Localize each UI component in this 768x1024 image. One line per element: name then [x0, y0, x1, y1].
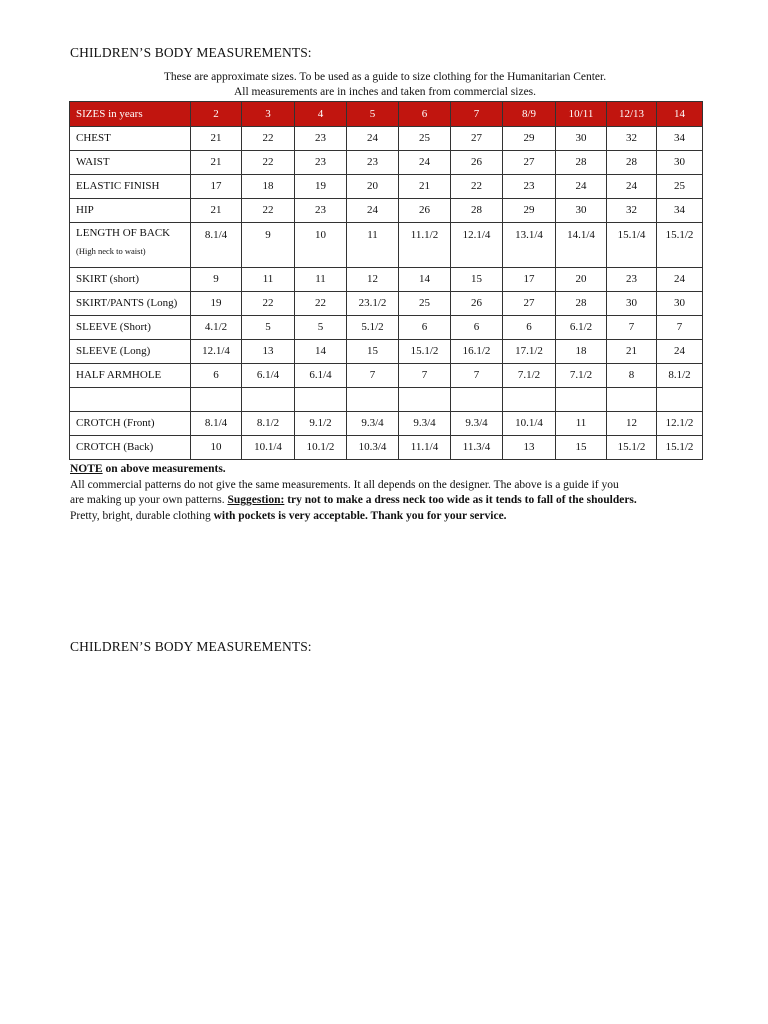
- table-row: [70, 436, 703, 460]
- measurement-value-cell: 13.1/4: [503, 223, 556, 268]
- measurement-label-cell: [70, 127, 191, 151]
- measurement-value-cell: 4.1/2: [191, 316, 242, 340]
- measurement-value-cell: 24: [399, 151, 451, 175]
- measurement-value-cell: 26: [451, 151, 503, 175]
- table-row: [70, 175, 703, 199]
- size-header-cell: 8/9: [503, 102, 556, 127]
- measurement-value-cell: 21: [607, 340, 657, 364]
- measurement-value-cell: 23: [503, 175, 556, 199]
- size-header-cell: 4: [295, 102, 347, 127]
- measurement-label: CHEST: [76, 132, 111, 144]
- measurement-value-cell: 8.1/2: [242, 412, 295, 436]
- measurement-value-cell: 6.1/2: [556, 316, 607, 340]
- measurement-value-cell: [242, 388, 295, 412]
- size-header-cell: 7: [451, 102, 503, 127]
- measurement-value-cell: 10.3/4: [347, 436, 399, 460]
- note-thanks-text: with pockets is very acceptable. Thank you for your service.: [213, 509, 507, 522]
- measurement-value-cell: 5: [295, 316, 347, 340]
- measurement-value-cell: 29: [503, 127, 556, 151]
- measurement-value-cell: 28: [607, 151, 657, 175]
- measurement-value-cell: 22: [242, 127, 295, 151]
- measurement-value-cell: [556, 388, 607, 412]
- measurement-value-cell: 15: [556, 436, 607, 460]
- measurement-value-cell: 27: [451, 127, 503, 151]
- measurement-value-cell: 28: [451, 199, 503, 223]
- measurement-value-cell: 27: [503, 151, 556, 175]
- measurement-value-cell: 22: [242, 199, 295, 223]
- note-line-4: [70, 509, 710, 525]
- measurement-value-cell: 9.3/4: [399, 412, 451, 436]
- measurement-label: HALF ARMHOLE: [76, 369, 162, 381]
- size-header-cell: 2: [191, 102, 242, 127]
- suggestion-text: try not to make a dress neck too wide as it tends to fall of the shoulders.: [284, 494, 637, 506]
- measurement-value-cell: [607, 388, 657, 412]
- measurement-label: SKIRT (short): [76, 273, 139, 285]
- measurement-value-cell: 7: [657, 316, 703, 340]
- measurement-value-cell: 26: [451, 292, 503, 316]
- measurement-value-cell: [451, 388, 503, 412]
- measurement-value-cell: 12: [347, 268, 399, 292]
- measurement-value-cell: 6.1/4: [295, 364, 347, 388]
- size-header-cell: 6: [399, 102, 451, 127]
- measurement-label-cell: [70, 436, 191, 460]
- measurement-value-cell: 15: [451, 268, 503, 292]
- measurement-value-cell: 34: [657, 127, 703, 151]
- measurement-value-cell: 30: [607, 292, 657, 316]
- measurement-value-cell: 11: [347, 223, 399, 268]
- measurement-value-cell: 10: [191, 436, 242, 460]
- measurement-value-cell: 23: [295, 199, 347, 223]
- measurement-value-cell: 28: [556, 292, 607, 316]
- measurements-table: [69, 101, 703, 460]
- measurement-value-cell: 15.1/2: [657, 436, 703, 460]
- measurement-value-cell: 30: [556, 199, 607, 223]
- measurement-value-cell: 6: [191, 364, 242, 388]
- intro-text-line-2: All measurements are in inches and taken from commercial sizes.: [233, 86, 537, 98]
- measurement-sublabel: (High neck to waist): [76, 246, 146, 256]
- note-line-4-text: Pretty, bright, durable clothing: [70, 509, 214, 522]
- measurement-value-cell: 15.1/2: [657, 223, 703, 268]
- measurement-value-cell: [503, 388, 556, 412]
- measurement-value-cell: 25: [657, 175, 703, 199]
- measurement-value-cell: 24: [347, 127, 399, 151]
- note-line-2: All commercial patterns do not give the same measurements. It all depends on the designer. The above is a guide if you: [70, 478, 619, 491]
- measurement-value-cell: 19: [191, 292, 242, 316]
- measurement-value-cell: 24: [607, 175, 657, 199]
- measurement-value-cell: 15.1/2: [399, 340, 451, 364]
- measurement-value-cell: 5.1/2: [347, 316, 399, 340]
- measurement-value-cell: 6: [503, 316, 556, 340]
- measurement-value-cell: 23: [607, 268, 657, 292]
- repeat-page-title: CHILDREN’S BODY MEASUREMENTS:: [70, 639, 312, 654]
- measurement-value-cell: 12.1/2: [657, 412, 703, 436]
- size-header-cell: 10/11: [556, 102, 607, 127]
- measurement-value-cell: [295, 388, 347, 412]
- measurement-label: SLEEVE (Short): [76, 321, 151, 333]
- measurement-label: HIP: [76, 204, 94, 216]
- measurement-value-cell: 32: [607, 199, 657, 223]
- measurement-value-cell: 10: [295, 223, 347, 268]
- measurement-value-cell: 24: [657, 268, 703, 292]
- measurement-value-cell: 6: [451, 316, 503, 340]
- size-header-cell: 5: [347, 102, 399, 127]
- measurement-value-cell: 21: [399, 175, 451, 199]
- measurement-value-cell: 28: [556, 151, 607, 175]
- measurement-value-cell: 30: [657, 292, 703, 316]
- measurement-label: WAIST: [76, 156, 110, 168]
- measurement-label-cell: [70, 199, 191, 223]
- measurement-label-cell: [70, 175, 191, 199]
- measurement-value-cell: 25: [399, 127, 451, 151]
- measurement-value-cell: 24: [347, 199, 399, 223]
- table-row: [70, 223, 703, 268]
- table-row: [70, 127, 703, 151]
- measurement-value-cell: 13: [503, 436, 556, 460]
- measurement-value-cell: 27: [503, 292, 556, 316]
- measurement-value-cell: 19: [295, 175, 347, 199]
- measurement-value-cell: 26: [399, 199, 451, 223]
- note-heading-text: on above measurements.: [102, 463, 226, 475]
- measurement-value-cell: 10.1/4: [242, 436, 295, 460]
- measurement-value-cell: 13: [242, 340, 295, 364]
- measurement-value-cell: 11: [295, 268, 347, 292]
- measurement-value-cell: 8.1/2: [657, 364, 703, 388]
- measurement-value-cell: 11: [242, 268, 295, 292]
- measurement-value-cell: 30: [556, 127, 607, 151]
- table-row: [70, 151, 703, 175]
- measurement-value-cell: 10.1/2: [295, 436, 347, 460]
- measurement-value-cell: 9: [242, 223, 295, 268]
- measurement-value-cell: 6: [399, 316, 451, 340]
- measurement-value-cell: 11.3/4: [451, 436, 503, 460]
- measurement-value-cell: 5: [242, 316, 295, 340]
- measurement-label-cell: [70, 316, 191, 340]
- note-line-3-text: are making up your own patterns.: [70, 494, 228, 506]
- size-header-cell: 12/13: [607, 102, 657, 127]
- note-section: [70, 462, 710, 524]
- measurement-value-cell: [191, 388, 242, 412]
- measurement-value-cell: 11: [556, 412, 607, 436]
- measurement-value-cell: 32: [607, 127, 657, 151]
- measurement-value-cell: 16.1/2: [451, 340, 503, 364]
- measurement-value-cell: 20: [556, 268, 607, 292]
- measurement-label-cell: [70, 151, 191, 175]
- measurement-value-cell: [347, 388, 399, 412]
- measurement-value-cell: 17: [191, 175, 242, 199]
- measurement-value-cell: 9.3/4: [347, 412, 399, 436]
- measurement-value-cell: 8.1/4: [191, 412, 242, 436]
- table-row: [70, 292, 703, 316]
- table-row: [70, 199, 703, 223]
- measurement-label-cell: [70, 223, 191, 268]
- measurement-value-cell: 7: [347, 364, 399, 388]
- measurement-label: ELASTIC FINISH: [76, 180, 160, 192]
- measurement-value-cell: 7.1/2: [503, 364, 556, 388]
- measurement-value-cell: [399, 388, 451, 412]
- page-title: CHILDREN’S BODY MEASUREMENTS:: [70, 45, 312, 60]
- measurement-value-cell: 23.1/2: [347, 292, 399, 316]
- table-row: [70, 364, 703, 388]
- measurement-value-cell: 8.1/4: [191, 223, 242, 268]
- measurement-value-cell: 15.1/4: [607, 223, 657, 268]
- measurement-value-cell: 12.1/4: [191, 340, 242, 364]
- measurement-value-cell: 6.1/4: [242, 364, 295, 388]
- measurement-label: SKIRT/PANTS (Long): [76, 297, 178, 309]
- measurement-value-cell: 14: [399, 268, 451, 292]
- note-line-3: [70, 493, 710, 509]
- measurement-value-cell: 22: [242, 151, 295, 175]
- measurement-label-cell: [70, 364, 191, 388]
- measurement-label: LENGTH OF BACK: [76, 227, 171, 239]
- measurement-value-cell: 17: [503, 268, 556, 292]
- table-row: [70, 412, 703, 436]
- measurement-value-cell: 14.1/4: [556, 223, 607, 268]
- measurement-value-cell: [657, 388, 703, 412]
- table-row: [70, 316, 703, 340]
- measurement-value-cell: 24: [556, 175, 607, 199]
- measurement-value-cell: 20: [347, 175, 399, 199]
- suggestion-label: Suggestion:: [227, 494, 285, 506]
- measurement-label: CROTCH (Front): [76, 417, 155, 429]
- measurement-value-cell: 12.1/4: [451, 223, 503, 268]
- measurement-value-cell: 11.1/2: [399, 223, 451, 268]
- measurement-value-cell: 9: [191, 268, 242, 292]
- note-label: NOTE: [70, 463, 103, 475]
- table-row: [70, 268, 703, 292]
- measurement-label: CROTCH (Back): [76, 441, 154, 453]
- measurement-value-cell: 23: [295, 127, 347, 151]
- measurement-value-cell: 15.1/2: [607, 436, 657, 460]
- measurement-value-cell: 29: [503, 199, 556, 223]
- measurement-value-cell: 22: [451, 175, 503, 199]
- measurement-label-cell: [70, 412, 191, 436]
- table-row: [70, 388, 703, 412]
- measurement-label: SLEEVE (Long): [76, 345, 151, 357]
- measurement-value-cell: 11.1/4: [399, 436, 451, 460]
- measurements-table-body: [70, 102, 703, 460]
- measurement-value-cell: 25: [399, 292, 451, 316]
- measurement-label-cell: [70, 268, 191, 292]
- measurement-value-cell: 14: [295, 340, 347, 364]
- measurement-label-cell: [70, 388, 191, 412]
- measurement-value-cell: 10.1/4: [503, 412, 556, 436]
- measurement-value-cell: 18: [242, 175, 295, 199]
- measurement-value-cell: 21: [191, 127, 242, 151]
- table-header-row: [70, 102, 703, 127]
- measurement-value-cell: 22: [242, 292, 295, 316]
- measurement-value-cell: 17.1/2: [503, 340, 556, 364]
- measurement-value-cell: 30: [657, 151, 703, 175]
- header-label-cell: SIZES in years: [70, 102, 191, 127]
- measurement-value-cell: 21: [191, 199, 242, 223]
- measurement-value-cell: 24: [657, 340, 703, 364]
- table-row: [70, 340, 703, 364]
- measurement-value-cell: 7: [451, 364, 503, 388]
- measurement-value-cell: 15: [347, 340, 399, 364]
- size-header-cell: 14: [657, 102, 703, 127]
- measurement-value-cell: 7.1/2: [556, 364, 607, 388]
- measurement-value-cell: 9.3/4: [451, 412, 503, 436]
- measurement-value-cell: 18: [556, 340, 607, 364]
- measurement-value-cell: 21: [191, 151, 242, 175]
- measurement-value-cell: 7: [399, 364, 451, 388]
- measurement-value-cell: 9.1/2: [295, 412, 347, 436]
- measurement-value-cell: 7: [607, 316, 657, 340]
- measurement-value-cell: 12: [607, 412, 657, 436]
- measurement-value-cell: 22: [295, 292, 347, 316]
- measurement-value-cell: 8: [607, 364, 657, 388]
- measurement-label-cell: [70, 340, 191, 364]
- note-line-1: [70, 462, 710, 478]
- intro-text-line-1: These are approximate sizes. To be used as a guide to size clothing for the Humanitarian Center.: [163, 71, 607, 83]
- measurement-value-cell: 23: [295, 151, 347, 175]
- measurement-label-cell: [70, 292, 191, 316]
- measurement-value-cell: 23: [347, 151, 399, 175]
- measurement-value-cell: 34: [657, 199, 703, 223]
- size-header-cell: 3: [242, 102, 295, 127]
